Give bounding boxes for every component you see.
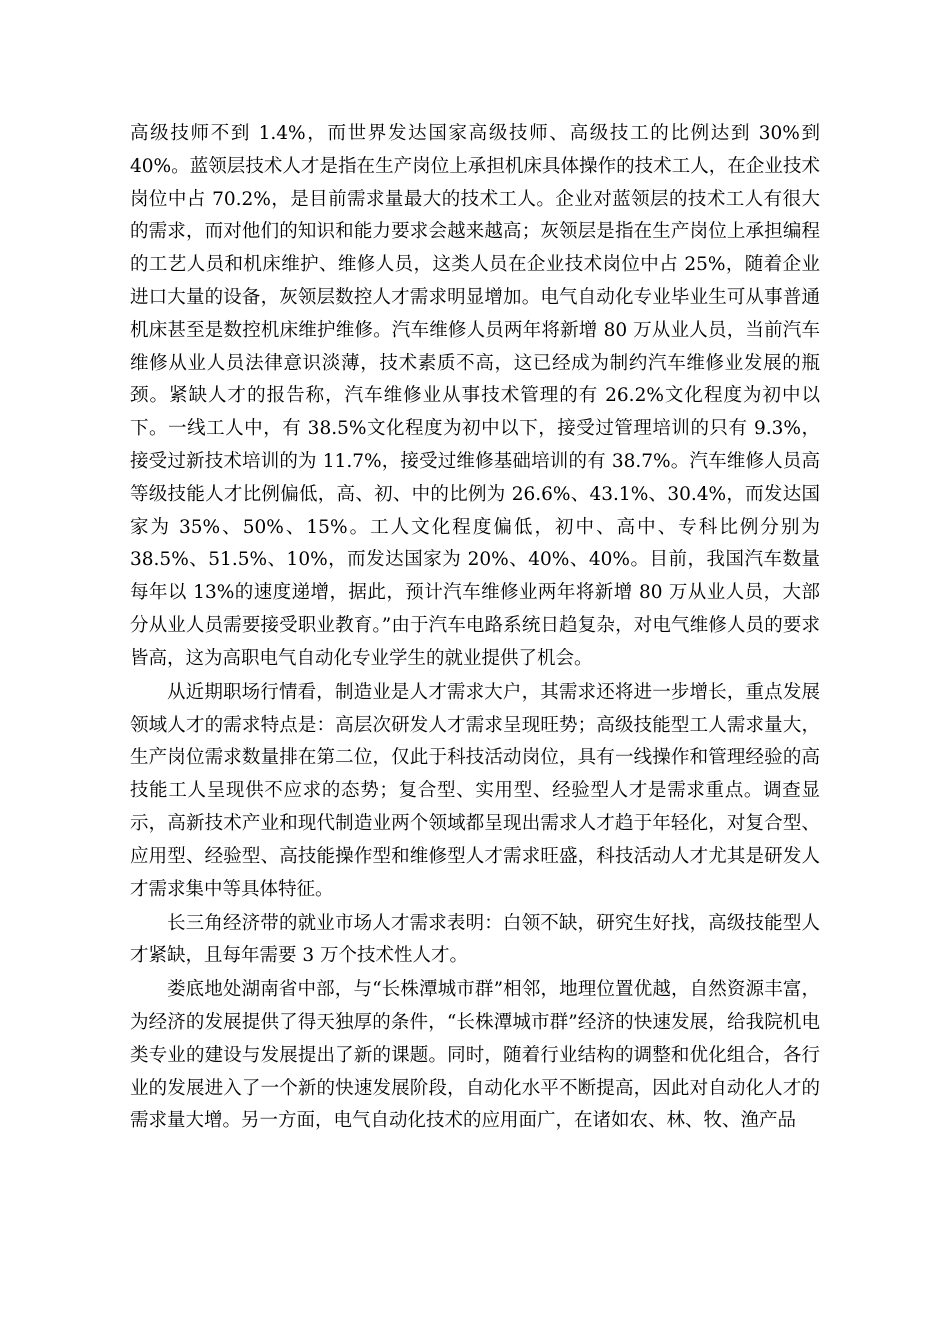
paragraph-continuation: 高级技师不到 1.4%，而世界发达国家高级技师、高级技工的比例达到 30%到 40%。蓝领层技术人才是指在生产岗位上承担机床具体操作的技术工人，在企业技术岗位中占 70.2%，是目前需求量最大的技术工人。企业对蓝领层的技术工人有很大的需求，而对他们的知识和能力要求会越来越高；灰领层是指在生产岗位上承担编程的工艺人员和机床维护、维修人员，这类人员在企业技术岗位中占 25%，随着企业进口大量的设备，灰领层数控人才需求明显增加。电气自动化专业毕业生可从事普通机床甚至是数控机床维护维修。汽车维修人员两年将新增 80 万从业人员，当前汽车维修从业人员法律意识淡薄，技术素质不高，这已经成为制约汽车维修业发展的瓶颈。紧缺人才的报告称，汽车维修业从事技术管理的有 26.2%文化程度为初中以下。一线工人中，有 38.5%文化程度为初中以下，接受过管理培训的只有 9.3%，接受过新技术培训的为 11.7%，接受过维修基础培训的有 38.7%。汽车维修人员高等级技能人才比例偏低，高、初、中的比例为 26.6%、43.1%、30.4%，而发达国家为 35%、50%、15%。工人文化程度偏低，初中、高中、专科比例分别为 38.5%、51.5%、10%，而发达国家为 20%、40%、40%。目前，我国汽车数量每年以 13%的速度递增，据此，预计汽车维修业两年将新增 80 万从业人员，大部分从业人员需要接受职业教育。”由于汽车电路系统日趋复杂，对电气维修人员的要求皆高，这为高职电气自动化专业学生的就业提供了机会。 xyxy=(130,123,820,669)
paragraph-yangtze-delta: 长三角经济带的就业市场人才需求表明：白领不缺，研究生好找，高级技能型人才紧缺，且每年需要 3 万个技术性人才。 xyxy=(130,912,820,967)
paragraph-manufacturing-demand: 从近期职场行情看，制造业是人才需求大户，其需求还将进一步增长，重点发展领域人才的需求特点是：高层次研发人才需求呈现旺势；高级技能型工人需求量大，生产岗位需求数量排在第二位，仅此于科技活动岗位，具有一线操作和管理经验的高技能工人呈现供不应求的态势；复合型、实用型、经验型人才是需求重点。调查显示，高新技术产业和现代制造业两个领域都呈现出需求人才趋于年轻化，对复合型、应用型、经验型、高技能操作型和维修型人才需求旺盛，科技活动人才尤其是研发人才需求集中等具体特征。 xyxy=(130,681,820,900)
body-text xyxy=(130,118,820,1139)
paragraph-loudi: 娄底地处湖南省中部，与“长株潭城市群”相邻，地理位置优越，自然资源丰富，为经济的发展提供了得天独厚的条件，“长株潭城市群”经济的快速发展，给我院机电类专业的建设与发展提出了新的课题。同时，随着行业结构的调整和优化组合，各行业的发展进入了一个新的快速发展阶段，自动化水平不断提高，因此对自动化人才的需求量大增。另一方面，电气自动化技术的应用面广，在诸如农、林、牧、渔产品 xyxy=(130,979,820,1132)
